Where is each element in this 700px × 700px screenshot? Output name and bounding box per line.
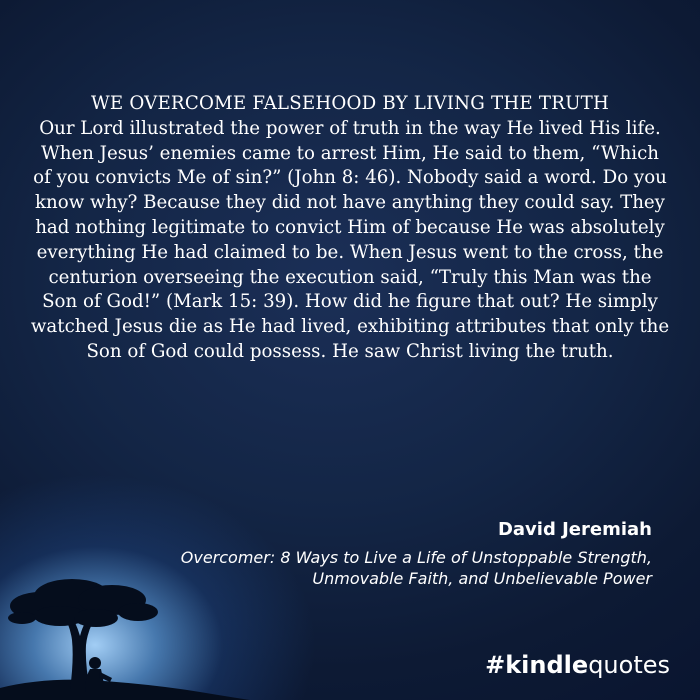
- hill-silhouette: [0, 680, 250, 700]
- quote-body: Our Lord illustrated the power of truth in the way He lived His life. When Jesus’ enemies came to arrest Him, He said to them, “Which of you convicts Me of sin?” (John 8: 46). Nobody said a word. Do you know why? Because they did not have anything they could say. They had nothing legitimate to convict Him of because He was absolutely everything He had claimed to be. When Jesus went to the cross, the centurion overseeing the execution said, “Truly this Man was the Son of God!” (Mark 15: 39). How did he figure that out? He simply watched Jesus die as He had lived, exhibiting attributes that only the Son of God could possess. He saw Christ living the truth.: [30, 117, 670, 362]
- hashtag-quotes: quotes: [588, 651, 670, 679]
- quote-title: WE OVERCOME FALSEHOOD BY LIVING THE TRUTH: [90, 93, 610, 114]
- tree-canopy: [8, 579, 158, 627]
- kindle-quotes-hashtag: [485, 651, 670, 679]
- quote-text: [30, 92, 670, 365]
- reader-silhouette: [86, 657, 113, 692]
- hashtag-kindle: #kindle: [485, 651, 589, 679]
- book-title: Overcomer: 8 Ways to Live a Life of Unstoppable Strength, Unmovable Faith, and Unbelievable Power: [180, 548, 652, 588]
- author-name: David Jeremiah: [497, 519, 652, 540]
